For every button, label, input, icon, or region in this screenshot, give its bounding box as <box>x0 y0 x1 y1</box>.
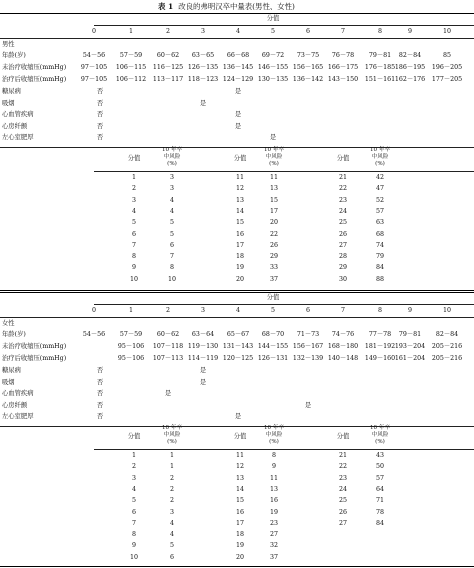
score-col-1: 1 <box>128 307 134 314</box>
binary-yes: 是 <box>199 378 207 386</box>
binary-row-label: 心血管疾病 <box>2 111 34 118</box>
score-col-7: 7 <box>340 28 346 35</box>
untreated-cell: 97－105 <box>80 64 108 71</box>
risk-percent: 7 <box>169 253 175 261</box>
age-cell: 79－81 <box>368 52 392 59</box>
risk-score: 24 <box>338 207 348 215</box>
risk-score: 12 <box>235 185 245 193</box>
risk-score: 21 <box>338 452 348 459</box>
risk-score: 4 <box>131 485 137 493</box>
score-col-10: 10 <box>442 307 452 314</box>
risk-percent: 15 <box>269 196 279 204</box>
risk-score: 6 <box>131 508 137 516</box>
untreated-cell: 176－185 <box>364 64 396 71</box>
age-cell: 57－59 <box>119 331 143 338</box>
untreated-cell: 193－204 <box>394 343 426 350</box>
untreated-cell: 131－143 <box>222 343 254 350</box>
untreated-cell: 205－216 <box>431 343 463 350</box>
risk-score: 19 <box>235 542 245 550</box>
risk-percent: 47 <box>375 185 385 193</box>
risk-percent: 5 <box>169 219 175 227</box>
risk-score: 20 <box>235 553 245 561</box>
risk-percent: 68 <box>375 230 385 238</box>
risk-score: 22 <box>338 185 348 193</box>
treated-cell: 113－117 <box>152 76 184 83</box>
age-cell: 82－84 <box>398 52 422 59</box>
binary-yes: 是 <box>269 134 277 141</box>
score-col-4: 4 <box>235 28 241 35</box>
binary-no: 否 <box>96 401 104 409</box>
risk-score: 27 <box>338 519 348 527</box>
risk-pct-header-1: 10 年卒 <box>161 425 183 431</box>
risk-percent: 8 <box>271 452 277 459</box>
risk-score: 22 <box>338 463 348 471</box>
female-score-header-rule <box>94 304 474 305</box>
risk-score: 2 <box>131 185 137 193</box>
treated-cell: 132－139 <box>292 355 324 362</box>
risk-score: 13 <box>235 474 245 482</box>
age-cell: 82－84 <box>435 331 459 338</box>
risk-score: 18 <box>235 253 245 261</box>
score-header: 分值 <box>266 15 280 22</box>
untreated-cell: 144－155 <box>257 343 289 350</box>
risk-percent: 63 <box>375 219 385 227</box>
risk-score: 24 <box>338 485 348 493</box>
risk-score-header: 分值 <box>127 155 141 162</box>
risk-pct-header-2: 中风险 <box>163 432 181 438</box>
binary-row-label: 糖尿病 <box>2 88 21 95</box>
age-cell: 85 <box>442 52 452 59</box>
untreated-cell: 116－125 <box>152 64 184 71</box>
treated-cell: 130－135 <box>257 76 289 83</box>
score-col-6: 6 <box>305 307 311 314</box>
treated-cell: 140－148 <box>327 355 359 362</box>
risk-score: 1 <box>131 174 137 181</box>
binary-row-label: 心房纤颤 <box>2 122 28 130</box>
risk-percent: 57 <box>375 474 385 482</box>
risk-percent: 13 <box>269 485 279 493</box>
age-cell: 79－81 <box>398 331 422 338</box>
risk-pct-header-2: 中风险 <box>371 432 389 438</box>
untreated-row-label: 未治疗收缩压(mmHg) <box>2 343 67 350</box>
male-score-header-rule <box>94 25 474 26</box>
age-cell: 77－78 <box>368 331 392 338</box>
untreated-cell: 146－155 <box>257 64 289 71</box>
binary-row-label: 吸烟 <box>2 378 15 386</box>
score-col-4: 4 <box>235 307 241 314</box>
table-title: 表 1 改良的弗明汉卒中量表(男性、女性) <box>158 2 295 11</box>
risk-score: 16 <box>235 508 245 516</box>
risk-score: 23 <box>338 196 348 204</box>
risk-score: 9 <box>131 264 137 272</box>
risk-score: 5 <box>131 219 137 227</box>
untreated-cell: 196－205 <box>431 64 463 71</box>
risk-percent: 2 <box>169 474 175 482</box>
female-binary-rule <box>0 426 474 427</box>
risk-percent: 4 <box>169 519 175 527</box>
age-cell: 57－59 <box>119 52 143 59</box>
treated-cell: 161－204 <box>394 355 426 362</box>
female-header-rule <box>0 317 474 318</box>
treated-cell: 177－205 <box>431 76 463 83</box>
untreated-cell: 106－115 <box>115 64 147 71</box>
binary-yes: 是 <box>199 367 207 374</box>
score-col-8: 8 <box>377 307 383 314</box>
score-col-6: 6 <box>305 28 311 35</box>
risk-percent: 6 <box>169 241 175 249</box>
risk-pct-header-2: 中风险 <box>371 154 389 160</box>
score-col-3: 3 <box>200 28 206 35</box>
binary-yes: 是 <box>199 99 207 107</box>
risk-score: 20 <box>235 275 245 283</box>
risk-score: 2 <box>131 463 137 471</box>
binary-no: 否 <box>96 390 104 397</box>
male-risk-header-rule <box>94 171 474 172</box>
risk-percent: 42 <box>375 174 385 181</box>
risk-percent: 4 <box>169 531 175 539</box>
risk-score: 9 <box>131 542 137 550</box>
risk-score: 12 <box>235 463 245 471</box>
risk-pct-header-1: 10 年卒 <box>263 425 285 431</box>
risk-percent: 64 <box>375 485 385 493</box>
age-cell: 74－76 <box>331 331 355 338</box>
risk-percent: 74 <box>375 241 385 249</box>
risk-percent: 11 <box>269 474 279 482</box>
binary-no: 否 <box>96 111 104 118</box>
score-col-7: 7 <box>340 307 346 314</box>
treated-cell: 95－106 <box>117 355 145 362</box>
binary-no: 否 <box>96 378 104 386</box>
risk-percent: 1 <box>169 463 175 471</box>
risk-score: 10 <box>129 553 139 561</box>
score-col-0: 0 <box>91 307 97 314</box>
risk-score: 17 <box>235 241 245 249</box>
risk-score: 7 <box>131 241 137 249</box>
risk-percent: 2 <box>169 485 175 493</box>
treated-cell: 149－160 <box>364 355 396 362</box>
risk-score: 3 <box>131 196 137 204</box>
untreated-cell: 156－167 <box>292 343 324 350</box>
risk-score: 25 <box>338 219 348 227</box>
score-col-1: 1 <box>128 28 134 35</box>
treated-row-label: 治疗后收缩压(mmHg) <box>2 355 67 362</box>
treated-cell: 151－161 <box>364 76 396 83</box>
age-cell: 66－68 <box>226 52 250 59</box>
untreated-cell: 126－135 <box>187 64 219 71</box>
risk-percent: 3 <box>169 185 175 193</box>
binary-yes: 是 <box>234 111 242 118</box>
binary-no: 否 <box>96 99 104 107</box>
risk-pct-header-1: 10 年卒 <box>369 147 391 153</box>
male-top-rule <box>0 13 474 14</box>
risk-percent: 5 <box>169 542 175 550</box>
untreated-cell: 186－195 <box>394 64 426 71</box>
risk-score: 19 <box>235 264 245 272</box>
binary-yes: 是 <box>234 88 242 95</box>
risk-score: 5 <box>131 497 137 505</box>
male-bottom-rule <box>0 290 474 291</box>
risk-percent: 32 <box>269 542 279 550</box>
untreated-cell: 168－180 <box>327 343 359 350</box>
untreated-cell: 95－106 <box>117 343 145 350</box>
age-cell: 71－73 <box>296 331 320 338</box>
risk-pct-header-1: 10 年卒 <box>263 147 285 153</box>
age-row-label: 年龄(岁) <box>2 52 26 59</box>
risk-score: 23 <box>338 474 348 482</box>
treated-cell: 118－123 <box>187 76 219 83</box>
risk-score: 25 <box>338 497 348 505</box>
treated-cell: 126－131 <box>257 355 289 362</box>
binary-row-label: 左心室肥厚 <box>2 134 34 141</box>
age-cell: 54－56 <box>82 331 106 338</box>
risk-percent: 88 <box>375 275 385 283</box>
binary-no: 否 <box>96 367 104 374</box>
risk-score: 26 <box>338 230 348 238</box>
binary-yes: 是 <box>234 413 242 420</box>
age-cell: 63－64 <box>191 331 215 338</box>
risk-score: 26 <box>338 508 348 516</box>
age-cell: 63－65 <box>191 52 215 59</box>
risk-score: 10 <box>129 275 139 283</box>
risk-pct-header-3: (%) <box>269 161 279 167</box>
risk-score: 30 <box>338 275 348 283</box>
untreated-cell: 107－118 <box>152 343 184 350</box>
risk-percent: 78 <box>375 508 385 516</box>
age-cell: 73－75 <box>296 52 320 59</box>
risk-score: 15 <box>235 219 245 227</box>
risk-percent: 27 <box>269 531 279 539</box>
risk-percent: 11 <box>269 174 279 181</box>
score-col-3: 3 <box>200 307 206 314</box>
risk-percent: 50 <box>375 463 385 471</box>
binary-no: 否 <box>96 122 104 130</box>
male-binary-rule <box>0 147 474 148</box>
risk-percent: 33 <box>269 264 279 272</box>
risk-pct-header-3: (%) <box>375 161 385 167</box>
binary-no: 否 <box>96 134 104 141</box>
risk-percent: 1 <box>169 452 175 459</box>
treated-cell: 143－150 <box>327 76 359 83</box>
risk-percent: 84 <box>375 264 385 272</box>
age-row-label: 年龄(岁) <box>2 331 26 338</box>
risk-score: 29 <box>338 264 348 272</box>
score-col-8: 8 <box>377 28 383 35</box>
risk-score: 17 <box>235 519 245 527</box>
female-risk-header-rule <box>94 449 474 450</box>
age-cell: 69－72 <box>261 52 285 59</box>
risk-score: 28 <box>338 253 348 261</box>
score-col-0: 0 <box>91 28 97 35</box>
risk-score: 6 <box>131 230 137 238</box>
risk-score: 7 <box>131 519 137 527</box>
score-col-2: 2 <box>165 307 171 314</box>
risk-score-header: 分值 <box>336 433 350 440</box>
risk-percent: 84 <box>375 519 385 527</box>
section-label: 女性 <box>2 320 15 327</box>
binary-yes: 是 <box>234 122 242 130</box>
risk-pct-header-3: (%) <box>167 161 177 167</box>
age-cell: 65－67 <box>226 331 250 338</box>
untreated-cell: 119－130 <box>187 343 219 350</box>
risk-pct-header-2: 中风险 <box>265 432 283 438</box>
binary-row-label: 心房纤颤 <box>2 401 28 409</box>
binary-yes: 是 <box>164 390 172 397</box>
age-cell: 54－56 <box>82 52 106 59</box>
score-header: 分值 <box>266 294 280 301</box>
untreated-cell: 156－165 <box>292 64 324 71</box>
female-bottom-rule <box>0 566 474 567</box>
treated-row-label: 治疗后收缩压(mmHg) <box>2 76 67 83</box>
risk-score: 13 <box>235 196 245 204</box>
risk-percent: 13 <box>269 185 279 193</box>
risk-percent: 3 <box>169 508 175 516</box>
treated-cell: 205－216 <box>431 355 463 362</box>
risk-score: 27 <box>338 241 348 249</box>
risk-percent: 16 <box>269 497 279 505</box>
risk-pct-header-2: 中风险 <box>265 154 283 160</box>
score-col-5: 5 <box>270 28 276 35</box>
age-cell: 60－62 <box>156 331 180 338</box>
risk-score: 11 <box>235 174 245 181</box>
untreated-cell: 136－145 <box>222 64 254 71</box>
treated-cell: 162－176 <box>394 76 426 83</box>
risk-score: 16 <box>235 230 245 238</box>
binary-row-label: 左心室肥厚 <box>2 413 34 420</box>
risk-pct-header-3: (%) <box>269 439 279 445</box>
treated-cell: 114－119 <box>187 355 219 362</box>
risk-score: 4 <box>131 207 137 215</box>
female-top-rule <box>0 292 474 293</box>
risk-pct-header-1: 10 年卒 <box>369 425 391 431</box>
treated-cell: 107－113 <box>152 355 184 362</box>
risk-score: 11 <box>235 452 245 459</box>
risk-percent: 26 <box>269 241 279 249</box>
risk-percent: 10 <box>167 275 177 283</box>
risk-percent: 6 <box>169 553 175 561</box>
risk-percent: 20 <box>269 219 279 227</box>
section-label: 男性 <box>2 41 15 48</box>
risk-percent: 2 <box>169 497 175 505</box>
risk-pct-header-1: 10 年卒 <box>161 147 183 153</box>
binary-no: 否 <box>96 413 104 420</box>
risk-score-header: 分值 <box>233 433 247 440</box>
treated-cell: 124－129 <box>222 76 254 83</box>
risk-pct-header-2: 中风险 <box>163 154 181 160</box>
risk-score-header: 分值 <box>233 155 247 162</box>
risk-score-header: 分值 <box>127 433 141 440</box>
risk-score: 1 <box>131 452 137 459</box>
risk-percent: 3 <box>169 174 175 181</box>
risk-score: 21 <box>338 174 348 181</box>
score-col-10: 10 <box>442 28 452 35</box>
risk-percent: 17 <box>269 207 279 215</box>
risk-percent: 37 <box>269 275 279 283</box>
risk-score: 8 <box>131 253 137 261</box>
age-cell: 68－70 <box>261 331 285 338</box>
risk-score: 8 <box>131 531 137 539</box>
treated-cell: 120－125 <box>222 355 254 362</box>
age-cell: 60－62 <box>156 52 180 59</box>
risk-percent: 5 <box>169 230 175 238</box>
risk-percent: 43 <box>375 452 385 459</box>
score-col-5: 5 <box>270 307 276 314</box>
male-header-rule <box>0 38 474 39</box>
risk-pct-header-3: (%) <box>375 439 385 445</box>
risk-percent: 9 <box>271 463 277 471</box>
untreated-cell: 181－192 <box>364 343 396 350</box>
risk-percent: 57 <box>375 207 385 215</box>
risk-score: 18 <box>235 531 245 539</box>
risk-percent: 29 <box>269 253 279 261</box>
risk-score-header: 分值 <box>336 155 350 162</box>
score-col-2: 2 <box>165 28 171 35</box>
treated-cell: 136－142 <box>292 76 324 83</box>
risk-score: 14 <box>235 207 245 215</box>
risk-score: 15 <box>235 497 245 505</box>
risk-percent: 52 <box>375 196 385 204</box>
risk-percent: 19 <box>269 508 279 516</box>
binary-row-label: 吸烟 <box>2 99 15 107</box>
risk-score: 3 <box>131 474 137 482</box>
untreated-row-label: 未治疗收缩压(mmHg) <box>2 64 67 71</box>
binary-row-label: 心血管疾病 <box>2 390 34 397</box>
risk-percent: 8 <box>169 264 175 272</box>
risk-percent: 4 <box>169 207 175 215</box>
risk-pct-header-3: (%) <box>167 439 177 445</box>
risk-percent: 4 <box>169 196 175 204</box>
treated-cell: 97－105 <box>80 76 108 83</box>
risk-score: 14 <box>235 485 245 493</box>
age-cell: 76－78 <box>331 52 355 59</box>
score-col-9: 9 <box>407 28 413 35</box>
risk-percent: 71 <box>375 497 385 505</box>
binary-yes: 是 <box>304 401 312 409</box>
score-col-9: 9 <box>407 307 413 314</box>
binary-no: 否 <box>96 88 104 95</box>
risk-percent: 22 <box>269 230 279 238</box>
untreated-cell: 166－175 <box>327 64 359 71</box>
risk-percent: 23 <box>269 519 279 527</box>
risk-percent: 37 <box>269 553 279 561</box>
risk-percent: 79 <box>375 253 385 261</box>
treated-cell: 106－112 <box>115 76 147 83</box>
binary-row-label: 糖尿病 <box>2 367 21 374</box>
